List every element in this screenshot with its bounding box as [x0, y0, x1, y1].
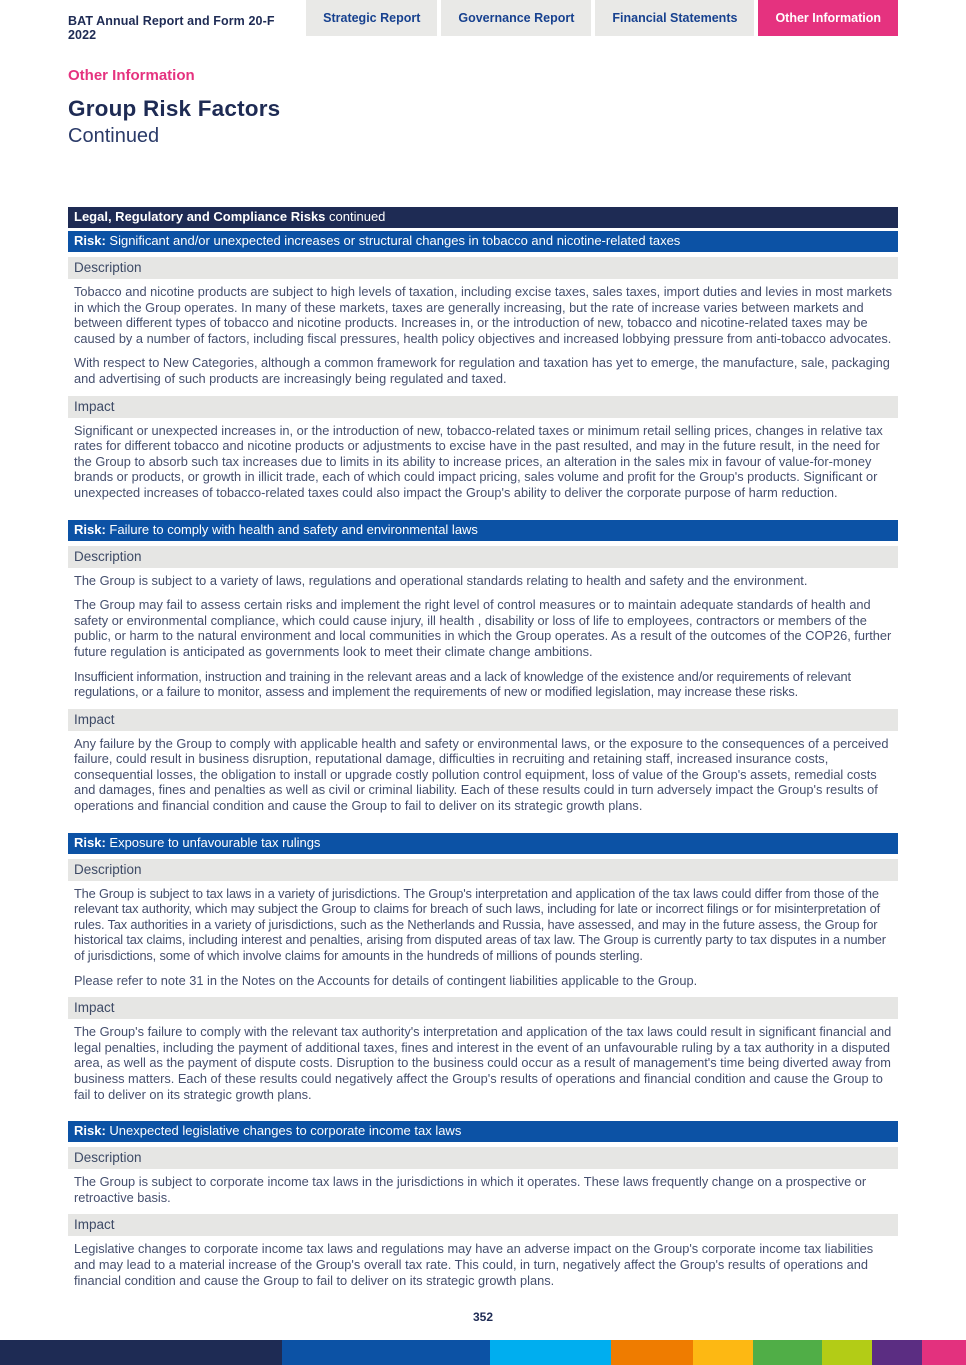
footer-color-segment-dark-navy	[0, 1340, 282, 1365]
risk-label: Risk:	[74, 1123, 106, 1139]
page-number: 352	[472, 1310, 494, 1324]
impact-paragraph: Any failure by the Group to comply with applicable health and safety or environmental laws, or the exposure to the consequences of a perceived failure, could result in business disruption, reputational damage, difficulties in recruiting and retaining staff, increased insurance costs, consequential losses, the obligation to install or upgrade costly pollution control equipment, loss of value of the Group's assets, remedial costs and damages, fines and penalties as well as civil or criminal liability. Each of these results could in turn adversely impact the Group's results of operations and financial condition and cause the Group to fail to deliver on its strategic growth plans.	[74, 735, 889, 814]
risk-title-bar	[68, 833, 898, 854]
description-paragraph: The Group may fail to assess certain risks and implement the right level of control measures or to maintain adequate standards of health and safety or environmental compliance, which could cause injury, ill health , disability or loss of life to employees, contractors or members of the public, or harm to the natural environment and local communities in which the Group operates. As a result of the outcomes of the COP26, further future regulation is anticipated as governments look to meet their climate change ambitions.	[74, 597, 892, 659]
impact-paragraph: Significant or unexpected increases in, or the introduction of new, tobacco-related taxes or minimum retail selling prices, changes in relative tax rates for different tobacco and nicotine products or adjustments to excise have in the past resulted, and may in the future result, in the need for the Group to absorb such tax increases due to limits in its ability to increase prices, an alteration in the sales mix in favour of value-for-money brands or products, or growth in illicit trade, each of which could impact pricing, sales volume and profit for the Group's products. Significant or unexpected increases of tobacco-related taxes could also impact the Group's ability to deliver the corporate purpose of harm reduction.	[74, 422, 883, 500]
risk-label: Risk:	[74, 521, 106, 537]
description-paragraph: The Group is subject to corporate income tax laws in the jurisdictions in which it operates. These laws frequently change on a prospective or retroactive basis.	[74, 1174, 867, 1205]
page-subtitle: Continued	[68, 125, 160, 147]
description-label-bar: Description	[68, 859, 898, 881]
risk-area	[68, 207, 898, 1288]
section-header-bar	[68, 207, 898, 228]
footer-color-segment-amber	[693, 1340, 754, 1365]
tab-label: Other Information	[775, 11, 881, 25]
report-title: BAT Annual Report and Form 20-F 2022	[68, 14, 275, 42]
top-header	[0, 0, 966, 42]
impact-label-bar: Impact	[68, 1214, 898, 1236]
footer-color-segment-cyan	[490, 1340, 612, 1365]
risk-title: Failure to comply with health and safety and environmental laws	[105, 521, 478, 537]
tab-strategic-report[interactable]	[306, 0, 437, 36]
tab-governance-report[interactable]	[441, 0, 591, 36]
risk-title-bar	[68, 231, 898, 252]
risk-title-bar	[68, 520, 898, 541]
impact-label-bar: Impact	[68, 709, 898, 731]
section-header-continued: continued	[325, 209, 386, 224]
tab-label: Financial Statements	[612, 11, 738, 25]
footer-color-segment-lime	[822, 1340, 872, 1365]
tab-bar	[306, 0, 898, 36]
footer-color-segment-pink	[922, 1340, 965, 1365]
risk-label: Risk:	[74, 233, 106, 248]
impact-paragraph: Legislative changes to corporate income tax laws and regulations may have an adverse impact on the Group's corporate income tax liabilities and may lead to a material increase of the Group's overall tax rate. This could, in turn, negatively affect the Group's results of operations and financial condition and cause the Group to fail to deliver on its strategic growth plans.	[74, 1241, 874, 1288]
footer-color-bar	[0, 1340, 966, 1365]
risk-section-tax-rulings	[68, 833, 898, 1103]
tab-financial-statements[interactable]	[595, 0, 754, 36]
tab-label: Strategic Report	[323, 11, 421, 25]
footer-color-segment-purple	[872, 1340, 922, 1365]
risk-section-tobacco-taxes	[68, 231, 898, 501]
risk-label: Risk:	[74, 834, 106, 850]
description-paragraph: Insufficient information, instruction and training in the relevant areas and a lack of knowledge of the existence and/or requirements of relevant regulations, or a failure to monitor, assess and implement the requirements of new or modified legislation, may increase these risks.	[74, 668, 851, 700]
impact-label-bar: Impact	[68, 396, 898, 418]
page-title: Group Risk Factors	[68, 96, 281, 121]
description-paragraph: The Group is subject to a variety of laws, regulations and operational standards relating to health and safety and the environment.	[74, 572, 808, 588]
footer-color-segment-orange	[611, 1340, 692, 1365]
tab-other-information[interactable]	[758, 0, 898, 36]
risk-section-health-safety-environment	[68, 520, 898, 814]
description-label-bar: Description	[68, 1147, 898, 1169]
tab-label: Governance Report	[458, 11, 575, 25]
risk-title: Unexpected legislative changes to corporate income tax laws	[105, 1123, 462, 1139]
risk-title: Exposure to unfavourable tax rulings	[105, 834, 321, 850]
description-label-bar: Description	[68, 546, 898, 568]
description-label-bar: Description	[68, 257, 898, 279]
risk-section-corporate-income-tax	[68, 1121, 898, 1288]
impact-paragraph: The Group's failure to comply with the relevant tax authority's interpretation and application of the tax laws could result in significant financial and legal penalties, including the payment of additional taxes, fines and interest in the event of an unfavourable ruling by a tax authority in a disputed area, as well as the payment of dispute costs. Disruption to the business could occur as a result of management's time being diverted away from business matters. Each of these results could negatively affect the Group's results of operations and financial condition and cause the Group to fail to deliver on its strategic growth plans.	[74, 1024, 892, 1102]
description-paragraph: Tobacco and nicotine products are subject to high levels of taxation, including excise taxes, sales taxes, import duties and levies in most markets in which the Group operates. In many of these markets, taxes are generally increasing, but the rate of increase varies between markets and between different types of tobacco and nicotine products. Increases in, or the introduction of new, tobacco and nicotine-related taxes may be caused by a number of factors, including fiscal pressures, health policy objectives and increased lobbying pressure from anti-tobacco advocates.	[74, 284, 893, 346]
footer-color-segment-blue	[282, 1340, 490, 1365]
description-paragraph: Please refer to note 31 in the Notes on the Accounts for details of contingent liabilities applicable to the Group.	[74, 972, 698, 988]
impact-label-bar: Impact	[68, 997, 898, 1019]
description-paragraph: The Group is subject to tax laws in a variety of jurisdictions. The Group's interpretation and application of the tax laws could differ from those of the relevant tax authority, which may subject the Group to claims for breach of such laws, including for late or incorrect filings or for misinterpretation of rules. Tax authorities in a variety of jurisdictions, such as the Netherlands and Russia, have assessed, and may in the future assess, the Group for historical tax claims, including interest and penalties, arising from disputed areas of tax law. The Group is currently party to tax disputes in a number of jurisdictions, some of which involve claims for amounts in the hundreds of millions of pounds sterling.	[74, 885, 886, 964]
description-paragraph: With respect to New Categories, although a common framework for regulation and taxation has yet to emerge, the manufacture, sale, packaging and advertising of such products are increasingly being regulated and taxed.	[74, 355, 890, 386]
section-header-bold: Legal, Regulatory and Compliance Risks	[74, 209, 326, 224]
page-content	[68, 67, 898, 1288]
footer-color-segment-green	[753, 1340, 822, 1365]
risk-title: Significant and/or unexpected increases or structural changes in tobacco and nicotine-related taxes	[105, 233, 681, 248]
section-eyebrow: Other Information	[68, 67, 195, 84]
risk-title-bar	[68, 1121, 898, 1142]
